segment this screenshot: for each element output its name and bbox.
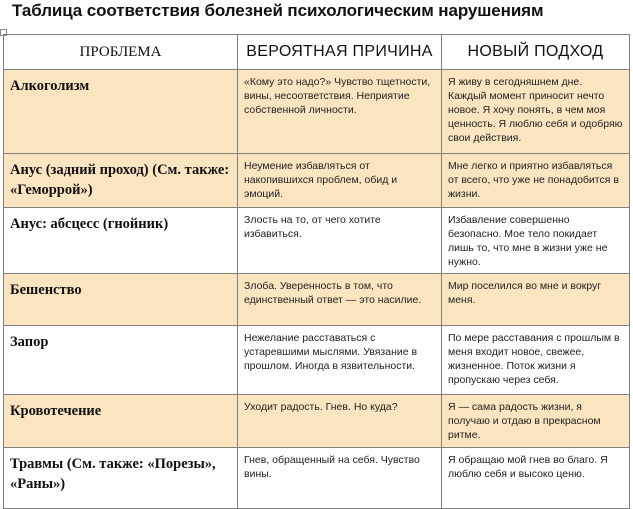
approach-cell: Я живу в сегодняшнем дне. Каждый момент приносит нечто новое. Я хочу понять, в чем моя ценность. Я люблю себя и одобряю свои действия. — [442, 70, 630, 154]
table-row — [4, 326, 630, 395]
cause-cell: «Кому это надо?» Чувство тщетности, вины, несоответствия. Неприятие собственной личности. — [238, 70, 442, 154]
table-row — [4, 208, 630, 274]
header-approach: НОВЫЙ ПОДХОД — [442, 35, 630, 70]
problem-cell: Кровотечение — [4, 395, 238, 448]
header-problem: ПРОБЛЕМА — [4, 35, 238, 70]
problem-cell: Алкоголизм — [4, 70, 238, 154]
approach-cell: По мере расставания с прошлым в меня входит новое, свежее, жизненное. Поток жизни я пропускаю через себя. — [442, 326, 630, 395]
problem-cell: Анус: абсцесс (гнойник) — [4, 208, 238, 274]
problem-cell: Анус (задний проход) (См. также: «Геморрой») — [4, 154, 238, 208]
approach-cell: Мир поселился во мне и вокруг меня. — [442, 274, 630, 326]
table-row — [4, 274, 630, 326]
table-row — [4, 395, 630, 448]
cause-cell: Неумение избавляться от накопившихся проблем, обид и эмоций. — [238, 154, 442, 208]
cause-cell: Злость на то, от чего хотите избавиться. — [238, 208, 442, 274]
table-row — [4, 154, 630, 208]
header-cause: ВЕРОЯТНАЯ ПРИЧИНА — [238, 35, 442, 70]
cause-cell: Уходит радость. Гнев. Но куда? — [238, 395, 442, 448]
correspondence-table — [3, 34, 630, 509]
page-title: Таблица соответствия болезней психологическим нарушениям — [12, 1, 544, 20]
cause-cell: Гнев, обращенный на себя. Чувство вины. — [238, 448, 442, 509]
problem-cell: Бешенство — [4, 274, 238, 326]
cause-cell: Злоба. Уверенность в том, что единственный ответ — это насилие. — [238, 274, 442, 326]
header-row — [4, 35, 630, 70]
approach-cell: Мне легко и приятно избавляться от всего, что уже не понадобится в жизни. — [442, 154, 630, 208]
problem-cell: Запор — [4, 326, 238, 395]
problem-cell: Травмы (См. также: «Порезы», «Раны») — [4, 448, 238, 509]
table-row — [4, 448, 630, 509]
approach-cell: Я обращаю мой гнев во благо. Я люблю себя и высоко ценю. — [442, 448, 630, 509]
table-row — [4, 70, 630, 154]
approach-cell: Я — сама радость жизни, я получаю и отдаю в прекрасном ритме. — [442, 395, 630, 448]
cause-cell: Нежелание расставаться с устаревшими мыслями. Увязание в прошлом. Иногда в язвительности. — [238, 326, 442, 395]
approach-cell: Избавление совершенно безопасно. Мое тело покидает лишь то, что мне в жизни уже не нужно. — [442, 208, 630, 274]
